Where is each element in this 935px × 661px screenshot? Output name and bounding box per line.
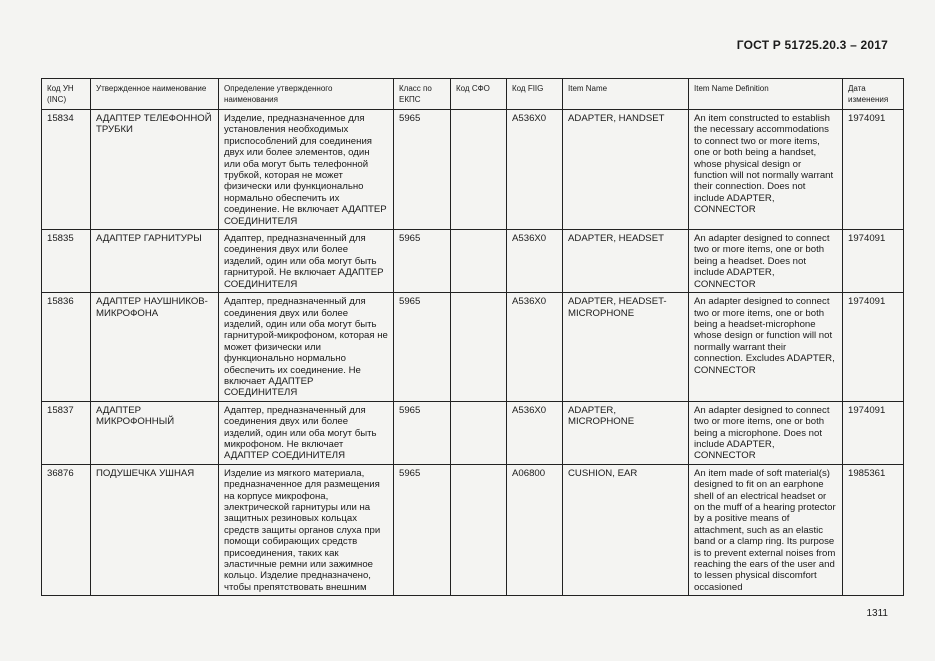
cell-fiig: A536X0 — [507, 110, 563, 230]
cell-date: 1974091 — [843, 110, 904, 230]
cell-name-ru: АДАПТЕР МИКРОФОННЫЙ — [91, 401, 219, 464]
cell-definition-ru: Изделие из мягкого материала, предназначенное для размещения на корпусе микрофона, электрической гарнитуры или на защитных резиновых кольцах средств защиты органов слуха при помощи собирающих средств присоединения, таких как эластичные ремни или зажимное кольцо. Изделие предназначено, чтобы препятствовать внешним — [219, 464, 394, 595]
cell-name-ru: АДАПТЕР НАУШНИКОВ-МИКРОФОНА — [91, 293, 219, 402]
cell-inc: 15835 — [42, 230, 91, 293]
cell-sfo — [451, 293, 507, 402]
cell-name-ru: АДАПТЕР ТЕЛЕФОННОЙ ТРУБКИ — [91, 110, 219, 230]
cell-fiig: A536X0 — [507, 401, 563, 464]
table-row — [42, 110, 904, 230]
cell-sfo — [451, 110, 507, 230]
column-header-fiig: Код FIIG — [507, 79, 563, 110]
table-header-row — [42, 79, 904, 110]
page-number: 1311 — [866, 608, 888, 619]
cell-inc: 15834 — [42, 110, 91, 230]
cell-class: 5965 — [394, 464, 451, 595]
document-header-title: ГОСТ Р 51725.20.3 – 2017 — [736, 38, 888, 52]
cell-item-definition: An item constructed to establish the necessary accommodations to connect two or more items, one or both being a handset, whose physical design or function will not normally warrant their connection. Does not include ADAPTER, CONNECTOR — [689, 110, 843, 230]
column-header-name-ru: Утвержденное наименование — [91, 79, 219, 110]
table-row — [42, 401, 904, 464]
cell-item-name: ADAPTER, HANDSET — [563, 110, 689, 230]
cell-item-definition: An item made of soft material(s) designed to fit on an earphone shell of an electrical headset or on the muff of a hearing protector by a positive means of attachment, such as an elastic band or a clamp ring. Its purpose is to prevent external noises from reaching the ears of the user and to lessen physical discomfort occasioned — [689, 464, 843, 595]
cell-class: 5965 — [394, 293, 451, 402]
cell-class: 5965 — [394, 110, 451, 230]
cell-inc: 36876 — [42, 464, 91, 595]
cell-item-name: ADAPTER, MICROPHONE — [563, 401, 689, 464]
cell-date: 1974091 — [843, 401, 904, 464]
cell-definition-ru: Адаптер, предназначенный для соединения двух или более изделий, один или оба могут быть микрофоном. Не включает АДАПТЕР СОЕДИНИТЕЛЯ — [219, 401, 394, 464]
table-row — [42, 464, 904, 595]
cell-class: 5965 — [394, 401, 451, 464]
cell-fiig: A536X0 — [507, 230, 563, 293]
cell-definition-ru: Изделие, предназначенное для установления необходимых приспособлений для соединения двух или более элементов, один или оба могут быть телефонной трубкой, которая не может физически или функционально нормально обеспечить их соединение. Не включает АДАПТЕР СОЕДИНИТЕЛЯ — [219, 110, 394, 230]
cell-name-ru: ПОДУШЕЧКА УШНАЯ — [91, 464, 219, 595]
cell-fiig: A536X0 — [507, 293, 563, 402]
cell-definition-ru: Адаптер, предназначенный для соединения двух или более изделий, один или оба могут быть гарнитурой. Не включает АДАПТЕР СОЕДИНИТЕЛЯ — [219, 230, 394, 293]
column-header-item-name: Item Name — [563, 79, 689, 110]
cell-inc: 15836 — [42, 293, 91, 402]
cell-date: 1985361 — [843, 464, 904, 595]
column-header-class: Класс по ЕКПС — [394, 79, 451, 110]
table-row — [42, 230, 904, 293]
cell-item-definition: An adapter designed to connect two or more items, one or both being a headset. Does not include ADAPTER, CONNECTOR — [689, 230, 843, 293]
column-header-sfo: Код СФО — [451, 79, 507, 110]
cell-sfo — [451, 401, 507, 464]
cell-class: 5965 — [394, 230, 451, 293]
catalog-table — [41, 78, 904, 596]
cell-item-name: CUSHION, EAR — [563, 464, 689, 595]
cell-item-definition: An adapter designed to connect two or more items, one or both being a microphone. Does not include ADAPTER, CONNECTOR — [689, 401, 843, 464]
column-header-item-definition: Item Name Definition — [689, 79, 843, 110]
cell-name-ru: АДАПТЕР ГАРНИТУРЫ — [91, 230, 219, 293]
cell-inc: 15837 — [42, 401, 91, 464]
column-header-definition-ru: Определение утвержденного наименования — [219, 79, 394, 110]
column-header-date: Дата изменения — [843, 79, 904, 110]
cell-date: 1974091 — [843, 230, 904, 293]
column-header-inc: Код УН (INC) — [42, 79, 91, 110]
cell-item-name: ADAPTER, HEADSET — [563, 230, 689, 293]
cell-item-name: ADAPTER, HEADSET-MICROPHONE — [563, 293, 689, 402]
cell-item-definition: An adapter designed to connect two or more items, one or both being a headset-microphone whose design or function will not normally warrant their connection. Excludes ADAPTER, CONNECTOR — [689, 293, 843, 402]
cell-fiig: A06800 — [507, 464, 563, 595]
cell-sfo — [451, 464, 507, 595]
cell-sfo — [451, 230, 507, 293]
cell-definition-ru: Адаптер, предназначенный для соединения двух или более изделий, один или оба могут быть гарнитурой-микрофоном, которая не может физически или функционально нормально обеспечить их соединение. Не включает АДАПТЕР СОЕДИНИТЕЛЯ — [219, 293, 394, 402]
table-row — [42, 293, 904, 402]
cell-date: 1974091 — [843, 293, 904, 402]
